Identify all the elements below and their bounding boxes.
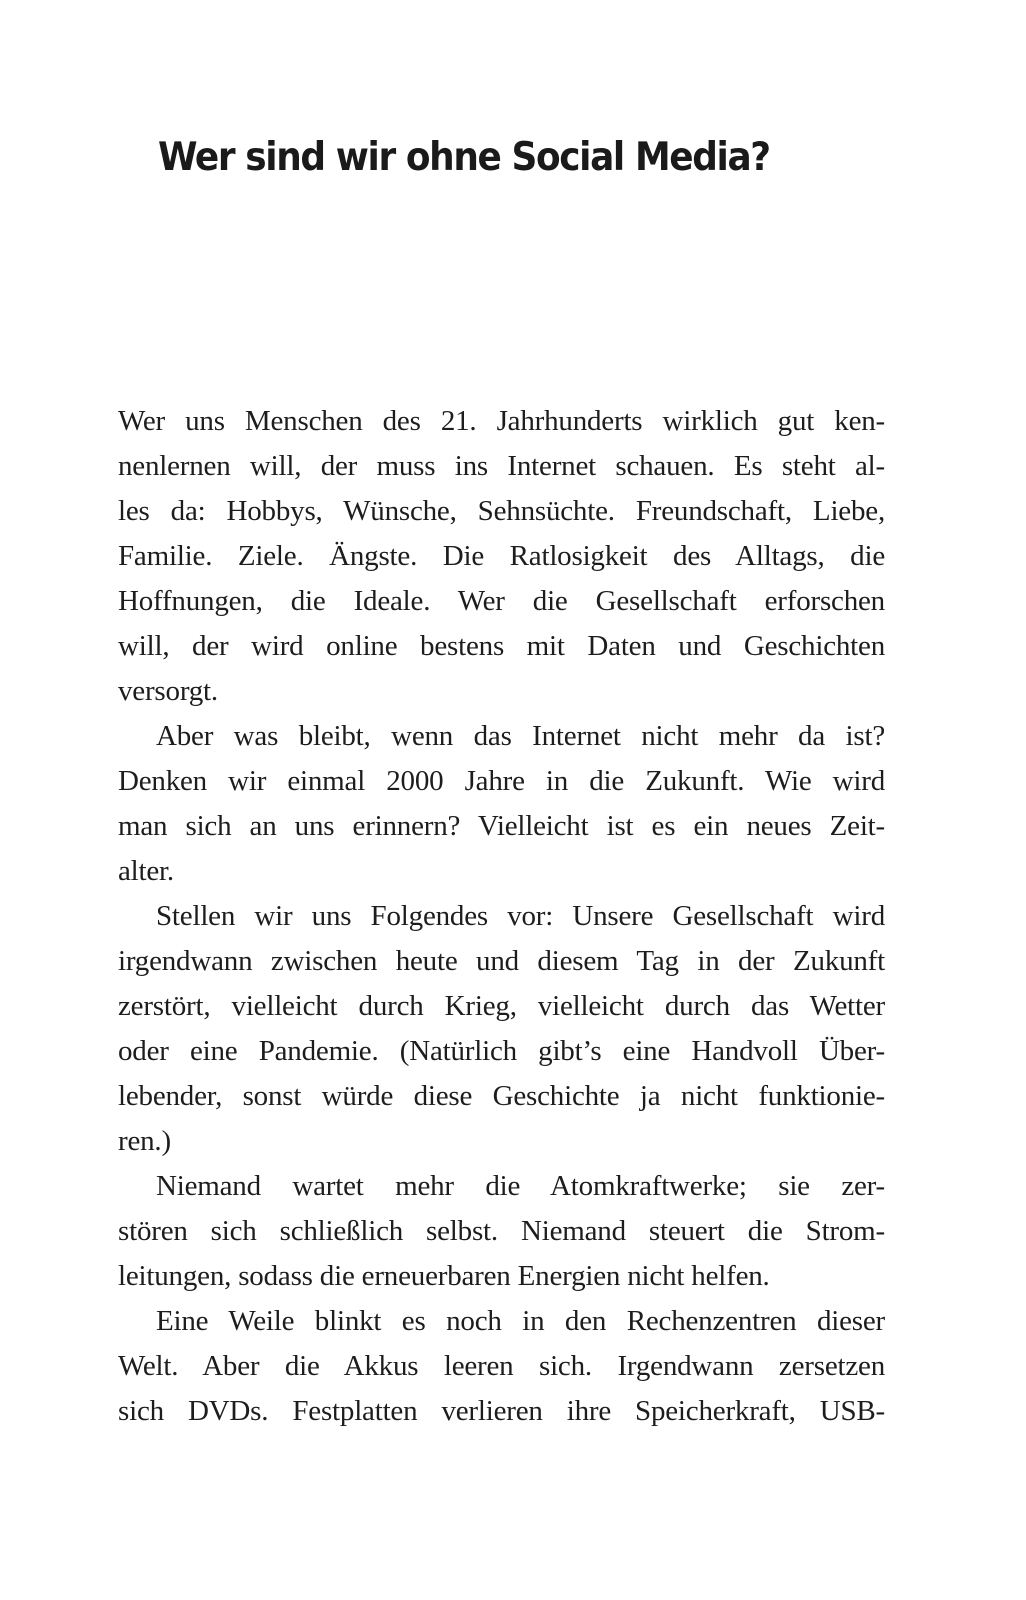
text-line: Wer uns Menschen des 21. Jahrhunderts wirklich gut ken- [118,405,885,437]
text-line: irgendwann zwischen heute und diesem Tag in der Zukunft [118,945,885,977]
text-line: nenlernen will, der muss ins Internet schauen. Es steht al- [118,450,885,482]
text-line: Familie. Ziele. Ängste. Die Ratlosigkeit des Alltags, die [118,540,885,572]
text-line: oder eine Pandemie. (Natürlich gibt’s eine Handvoll Über- [118,1035,885,1067]
text-line: ren.) [118,1125,171,1157]
text-line: sich DVDs. Festplatten verlieren ihre Speicherkraft, USB- [118,1395,885,1427]
text-line: Denken wir einmal 2000 Jahre in die Zukunft. Wie wird [118,765,885,797]
text-line: Stellen wir uns Folgendes vor: Unsere Gesellschaft wird [156,900,885,932]
text-line: Niemand wartet mehr die Atomkraftwerke; sie zer- [156,1170,885,1202]
text-line: zerstört, vielleicht durch Krieg, vielleicht durch das Wetter [118,990,885,1022]
text-line: stören sich schließlich selbst. Niemand steuert die Strom- [118,1215,885,1247]
chapter-title: Wer sind wir ohne Social Media? [158,135,770,180]
text-line: Aber was bleibt, wenn das Internet nicht mehr da ist? [156,720,885,752]
body-text-column [118,399,885,1434]
text-line: will, der wird online bestens mit Daten und Geschichten [118,630,885,662]
text-line: man sich an uns erinnern? Vielleicht ist es ein neues Zeit- [118,810,885,842]
text-line: lebender, sonst würde diese Geschichte ja nicht funktionie- [118,1080,885,1112]
text-line: les da: Hobbys, Wünsche, Sehnsüchte. Freundschaft, Liebe, [118,495,885,527]
text-line: alter. [118,855,174,887]
text-line: Hoffnungen, die Ideale. Wer die Gesellschaft erforschen [118,585,885,617]
text-line: versorgt. [118,675,218,707]
text-line: Eine Weile blinkt es noch in den Rechenzentren dieser [156,1305,885,1337]
text-line: Welt. Aber die Akkus leeren sich. Irgendwann zersetzen [118,1350,885,1382]
text-line: leitungen, sodass die erneuerbaren Energien nicht helfen. [118,1260,770,1292]
